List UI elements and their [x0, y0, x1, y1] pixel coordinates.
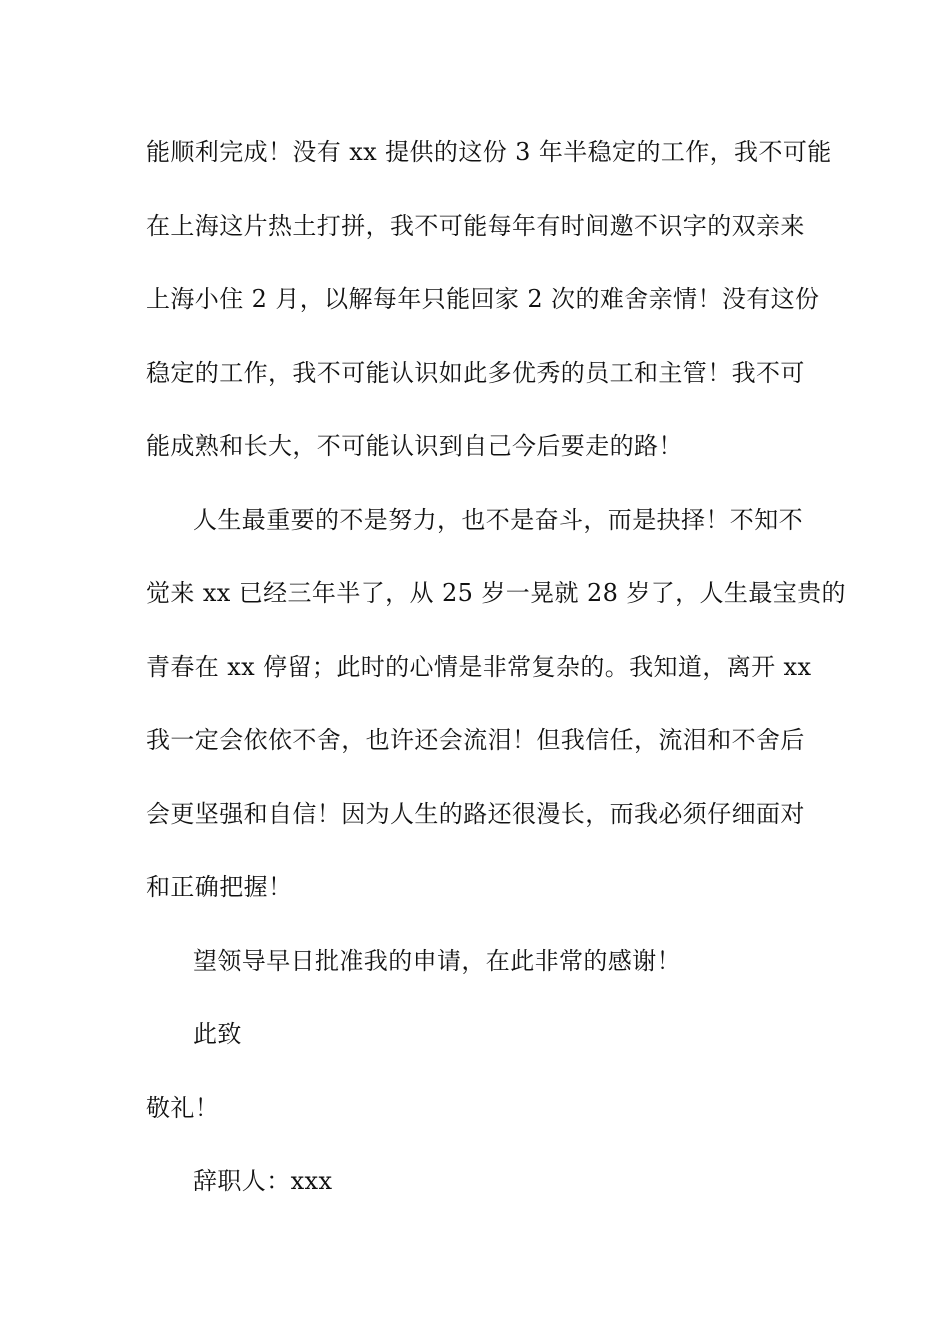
- paragraph-line: 人生最重要的不是努力，也不是奋斗，而是抉择！不知不: [193, 505, 803, 534]
- signature-line: 辞职人：xxx: [193, 1167, 333, 1195]
- paragraph-line: 和正确把握！: [146, 873, 293, 901]
- paragraph-line: 能成熟和长大，不可能认识到自己今后要走的路！: [146, 432, 683, 460]
- request-line: 望领导早日批准我的申请，在此非常的感谢！: [193, 946, 681, 975]
- paragraph-line: 稳定的工作，我不可能认识如此多优秀的员工和主管！我不可: [146, 358, 805, 387]
- paragraph-line: 觉来 xx 已经三年半了，从 25 岁一晃就 28 岁了，人生最宝贵的: [146, 579, 846, 607]
- paragraph-line: 我一定会依依不舍，也许还会流泪！但我信任，流泪和不舍后: [146, 726, 805, 754]
- paragraph-line: 能顺利完成！没有 xx 提供的这份 3 年半稳定的工作，我不可能: [146, 138, 832, 166]
- paragraph-line: 青春在 xx 停留；此时的心情是非常复杂的。我知道，离开 xx: [146, 652, 812, 681]
- closing-regards: 敬礼！: [146, 1093, 220, 1122]
- paragraph-line: 会更坚强和自信！因为人生的路还很漫长，而我必须仔细面对: [146, 799, 805, 828]
- closing-salutation: 此致: [193, 1020, 242, 1048]
- paragraph-line: 在上海这片热土打拼，我不可能每年有时间邀不识字的双亲来: [146, 211, 805, 240]
- paragraph-line: 上海小住 2 月，以解每年只能回家 2 次的难舍亲情！没有这份: [146, 285, 820, 313]
- letter-body: [146, 127, 846, 1230]
